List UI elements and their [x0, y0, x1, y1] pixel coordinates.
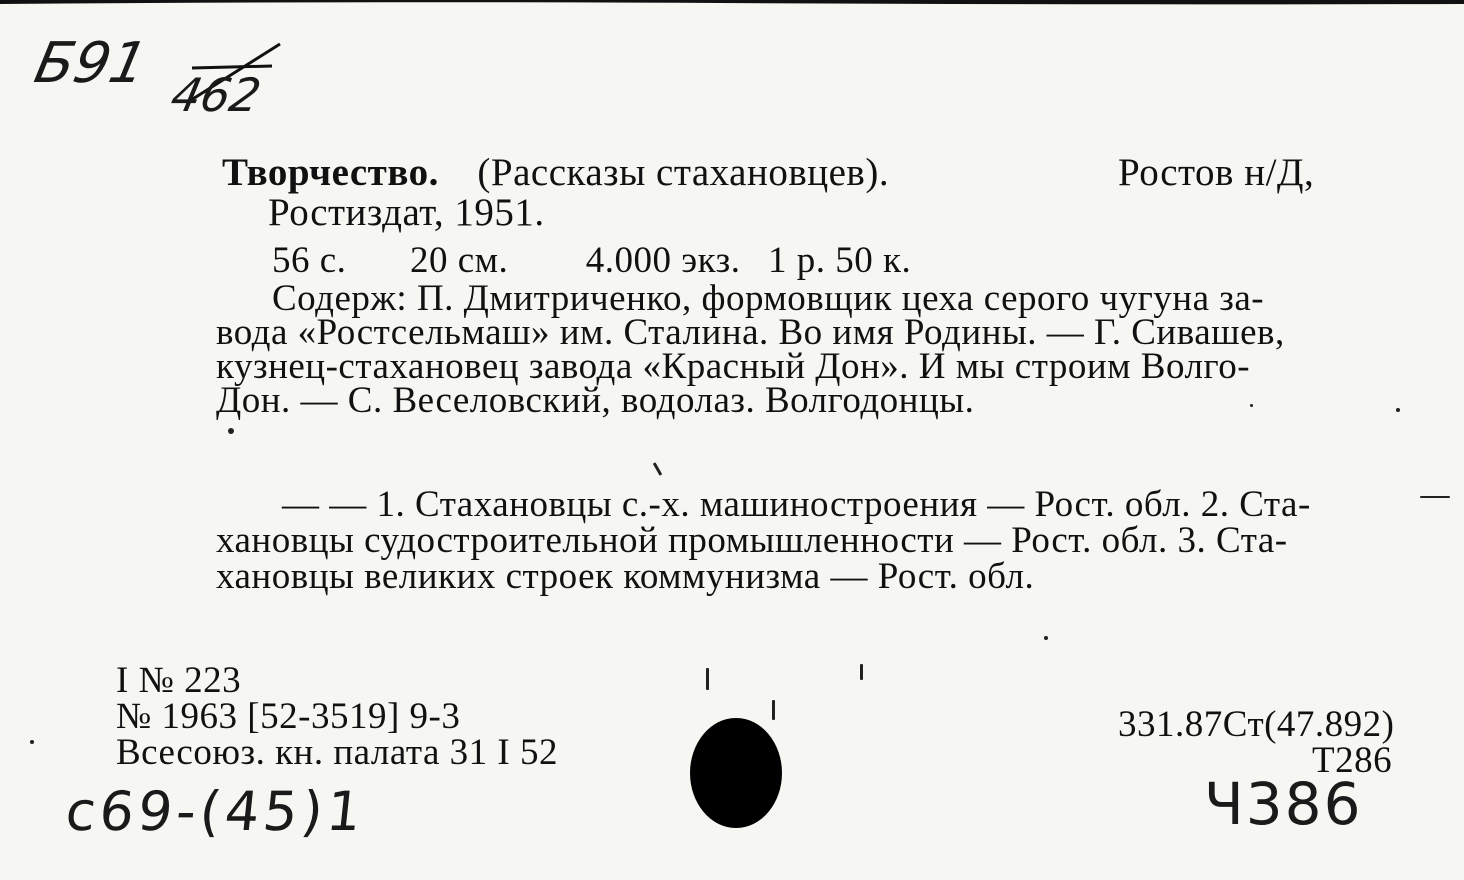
contents-line: вода «Ростсельмаш» им. Сталина. Во имя Родины. — Г. Сивашев, [216, 312, 1285, 353]
registry-line-1: I № 223 [116, 660, 242, 701]
speck [1420, 496, 1450, 498]
speck [1396, 408, 1400, 412]
speck [30, 740, 34, 744]
speck [1250, 404, 1253, 407]
shelfmark-denominator: 462 [166, 68, 266, 122]
speck [228, 428, 234, 434]
shelfmark-numerator: Б91 [29, 31, 153, 96]
classification-code: 331.87Ст(47.892) [1118, 704, 1395, 745]
title-subtitle: (Рассказы стахановцев). [477, 151, 890, 194]
handwritten-note-left: с69-(45)1 [62, 780, 369, 843]
registry-line-2: № 1963 [52-3519] 9-3 [116, 696, 461, 737]
print-run: 4.000 экз. [585, 240, 741, 281]
contents-line: кузнец-стахановец завода «Красный Дон». И мы строим Волго- [216, 346, 1251, 387]
physical-description [272, 240, 912, 281]
contents-line: Дон. — С. Веселовский, водолаз. Волгодонцы. [216, 380, 975, 421]
author-mark: Т286 [1312, 740, 1393, 781]
contents-line: Содерж: П. Дмитриченко, формовщик цеха серого чугуна за- [272, 278, 1265, 319]
speck [1044, 636, 1048, 640]
speck [706, 668, 709, 690]
subject-line: — — 1. Стахановцы с.-х. машиностроения — Рост. обл. 2. Ста- [282, 484, 1311, 525]
speck [772, 700, 775, 720]
card-punch-hole [690, 718, 782, 828]
pages: 56 с. [272, 240, 347, 281]
handwritten-note-right: Ч386 [1204, 770, 1363, 838]
registry-line-3: Всесоюз. кн. палата 31 I 52 [116, 732, 558, 773]
card-top-edge [0, 0, 1464, 10]
speck [653, 462, 663, 476]
publisher-year: Ростиздат, 1951. [268, 191, 545, 234]
speck [860, 664, 863, 680]
title-line [222, 151, 890, 194]
price: 1 р. 50 к. [768, 240, 912, 281]
subject-line: хановцы судостроительной промышленности — Рост. обл. 3. Ста- [216, 520, 1288, 561]
publication-place: Ростов н/Д, [1118, 151, 1315, 194]
title-lead: Творчество. [222, 151, 439, 194]
size: 20 см. [409, 240, 509, 281]
subject-line: хановцы великих строек коммунизма — Рост. обл. [216, 556, 1035, 597]
